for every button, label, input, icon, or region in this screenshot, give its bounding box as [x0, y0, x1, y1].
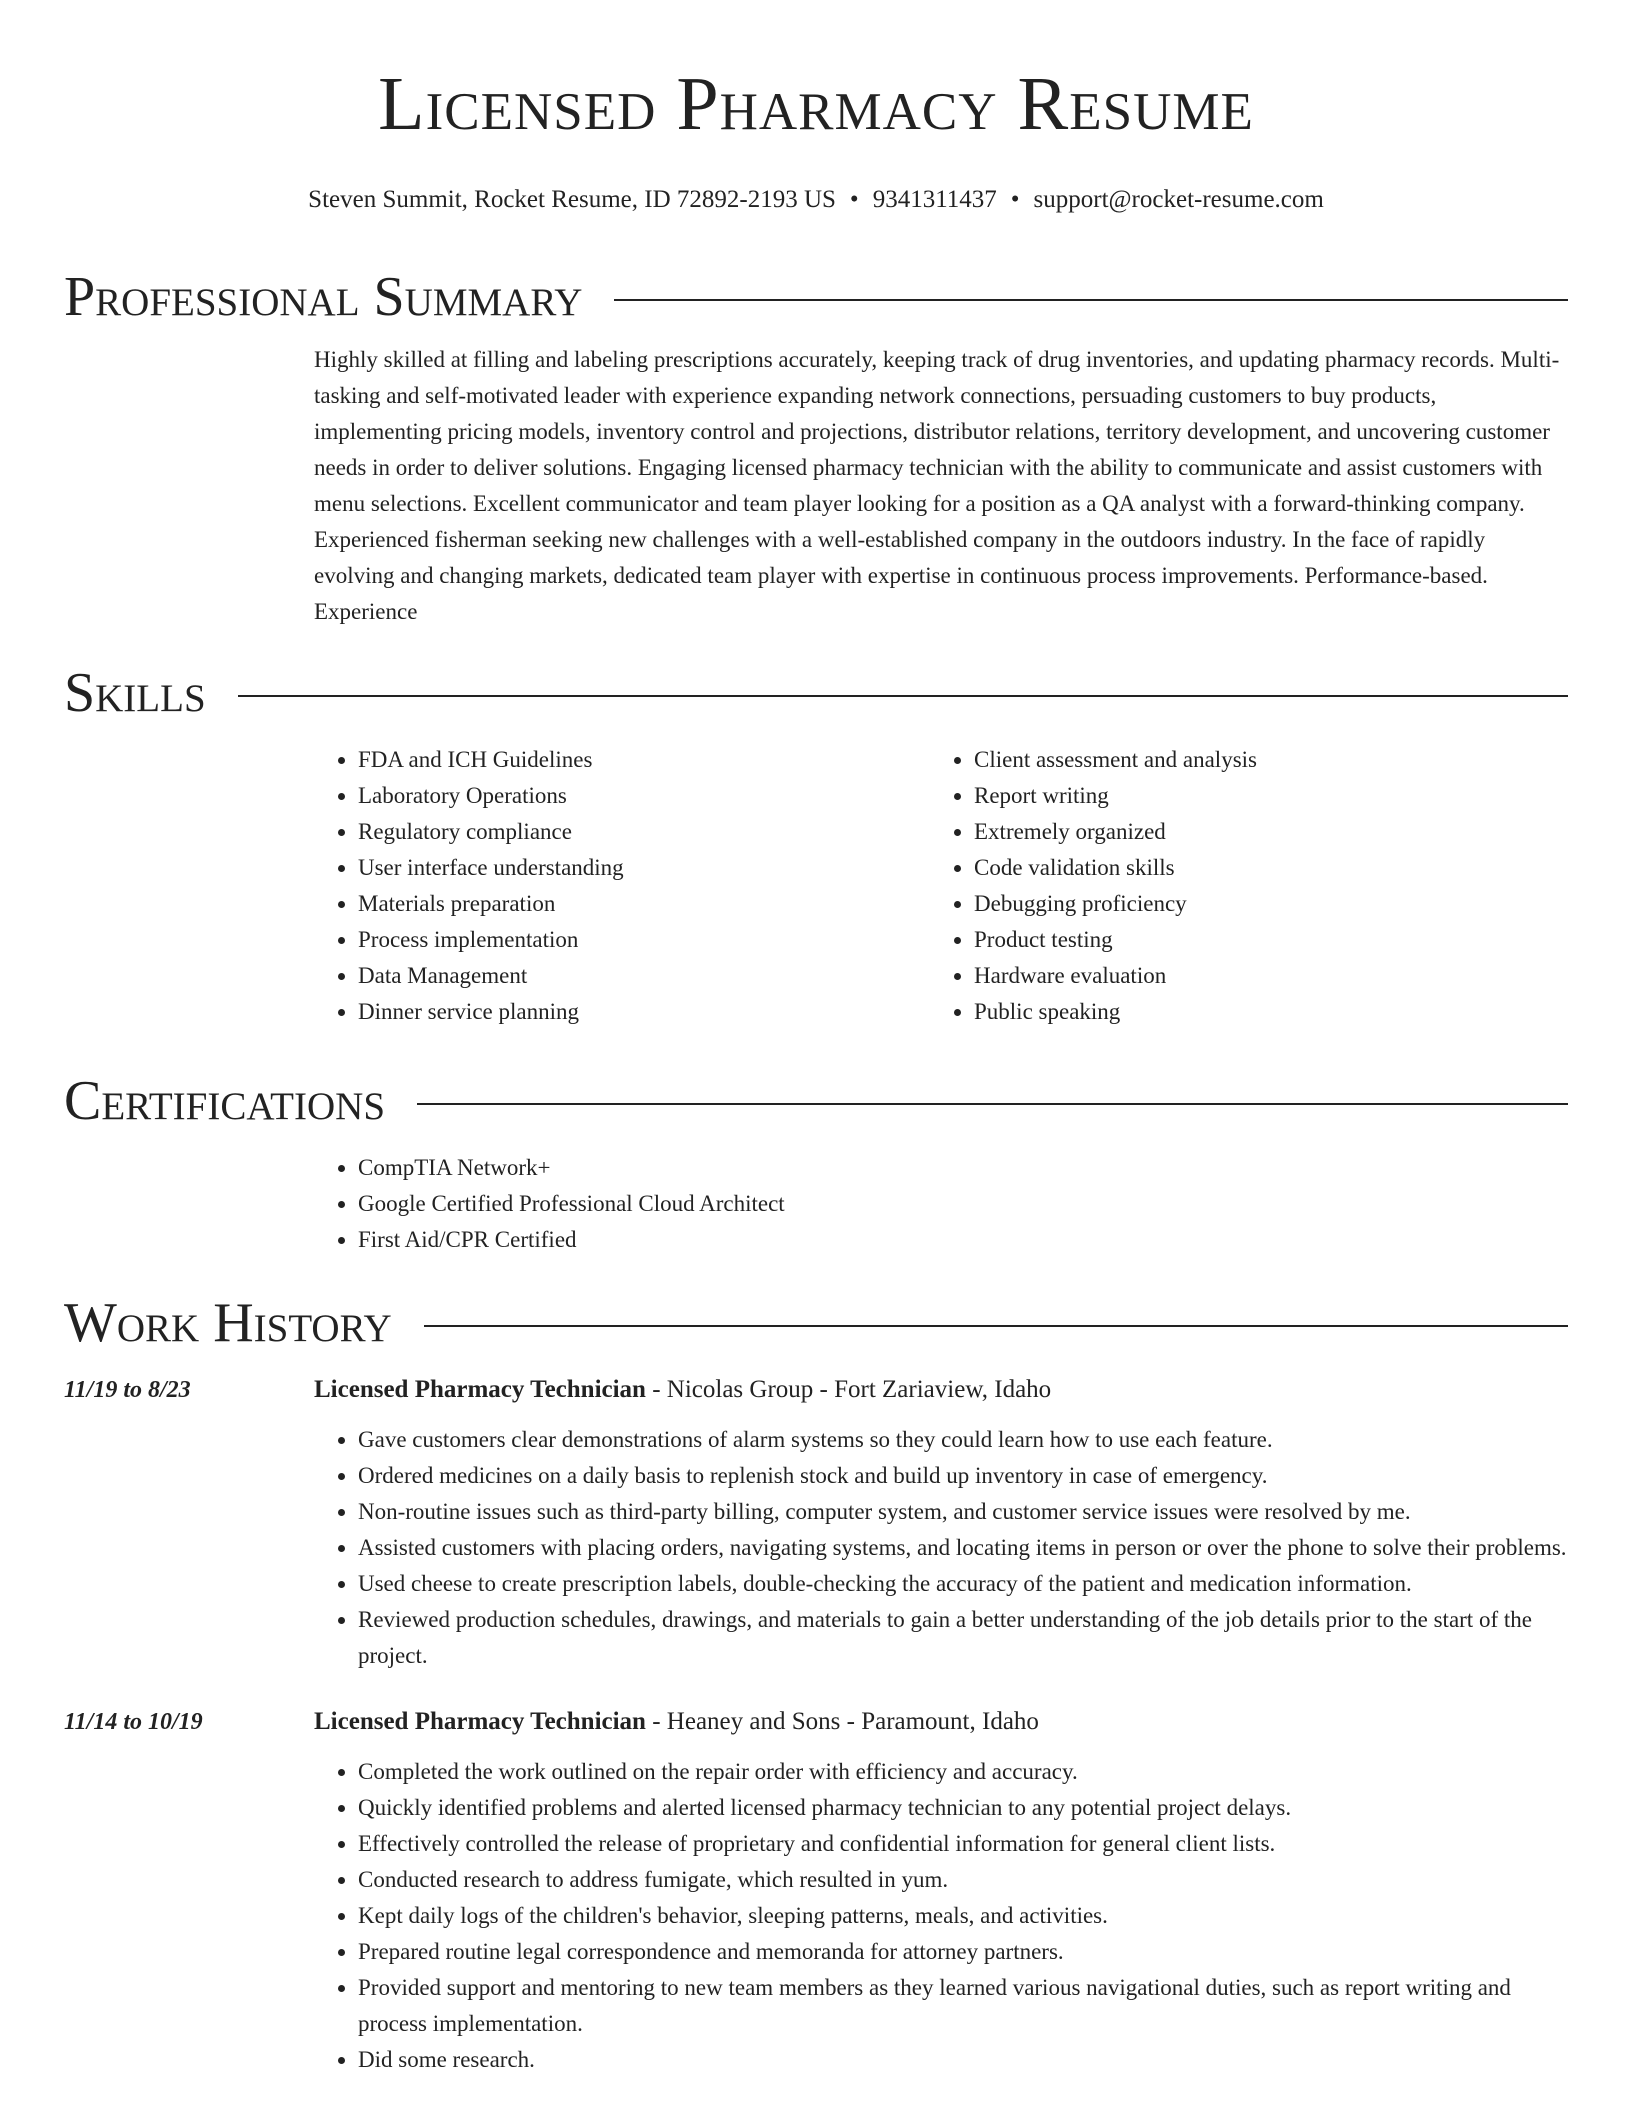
section-title-work-history: Work History [64, 1292, 392, 1354]
section-header [64, 1068, 1568, 1134]
contact-separator: • [1010, 186, 1020, 213]
job-employer: - Heaney and Sons - Paramount, Idaho [645, 1708, 1039, 1735]
job-duty-item: • Non-routine issues such as third-party billing, computer system, and customer service issues were resolved by me. [358, 1494, 1568, 1530]
skill-item: • Process implementation [358, 922, 930, 958]
skill-item: • Public speaking [974, 994, 1546, 1030]
skill-item: • Hardware evaluation [974, 958, 1546, 994]
section-header [64, 1290, 1568, 1356]
job-employer: - Nicolas Group - Fort Zariaview, Idaho [645, 1376, 1052, 1403]
skill-item: • Laboratory Operations [358, 778, 930, 814]
work-history-section [64, 1290, 1568, 2078]
skills-column-right [930, 742, 1546, 1030]
resume-title: Licensed Pharmacy Resume [378, 62, 1254, 146]
skills-section [64, 660, 1568, 1030]
contact-separator: • [849, 186, 859, 213]
section-header [64, 660, 1568, 726]
certifications-content [314, 1150, 1568, 1258]
summary-content [314, 342, 1568, 630]
summary-text: Highly skilled at filling and labeling prescriptions accurately, keeping track of drug inventories, and updating pharmacy records. Multi-tasking and self-motivated leader with experience expanding network connections, persuading customers to buy products, implementing pricing models, inventory control and projections, distributor relations, territory development, and uncovering customer needs in order to deliver solutions. Engaging licensed pharmacy technician with the ability to communicate and assist customers with menu selections. Excellent communicator and team player looking for a position as a QA analyst with a forward-thinking company. Experienced fisherman seeking new challenges with a well-established company in the outdoors industry. In the face of rapidly evolving and changing markets, dedicated team player with expertise in continuous process improvements. Performance-based. Experience [314, 347, 1560, 624]
section-divider [417, 1103, 1568, 1105]
skills-column-left [314, 742, 930, 1030]
job-duty-item: • Assisted customers with placing orders, navigating systems, and locating items in person or over the phone to solve their problems. [358, 1530, 1568, 1566]
skills-list-left [314, 742, 930, 1030]
section-title-skills: Skills [64, 662, 206, 724]
skill-item: • Extremely organized [974, 814, 1546, 850]
contact-address: Steven Summit, Rocket Resume, ID 72892-2193 US [308, 186, 836, 213]
certification-item: • Google Certified Professional Cloud Architect [358, 1186, 1568, 1222]
skill-item: • Dinner service planning [358, 994, 930, 1030]
skill-item: • Report writing [974, 778, 1546, 814]
skill-item: • Materials preparation [358, 886, 930, 922]
skill-item: • Data Management [358, 958, 930, 994]
skill-item: • User interface understanding [358, 850, 930, 886]
certification-item: • CompTIA Network+ [358, 1150, 1568, 1186]
certification-item: • First Aid/CPR Certified [358, 1222, 1568, 1258]
section-divider [238, 695, 1568, 697]
skill-item: • Code validation skills [974, 850, 1546, 886]
job-heading [314, 1704, 1568, 1740]
professional-summary-section [64, 264, 1568, 630]
skill-item: • Regulatory compliance [358, 814, 930, 850]
section-divider [614, 299, 1568, 301]
contact-email: support@rocket-resume.com [1033, 186, 1324, 213]
contact-line [64, 184, 1568, 216]
job-duty-item: • Provided support and mentoring to new team members as they learned various navigational duties, such as report writing and process implementation. [358, 1970, 1568, 2042]
skills-list-right [930, 742, 1546, 1030]
job-dates: 11/19 to 8/23 [64, 1377, 191, 1403]
section-header [64, 264, 1568, 330]
skill-item: • Client assessment and analysis [974, 742, 1546, 778]
job-duties-list [314, 1422, 1568, 1674]
job-body [314, 1372, 1568, 1674]
skill-item: • Debugging proficiency [974, 886, 1546, 922]
job-duty-item: • Completed the work outlined on the repair order with efficiency and accuracy. [358, 1754, 1568, 1790]
skill-item: • Product testing [974, 922, 1546, 958]
section-title-certifications: Certifications [64, 1070, 386, 1132]
job-title: Licensed Pharmacy Technician [314, 1708, 646, 1735]
job-entry [64, 1704, 1568, 2078]
job-duty-item: • Kept daily logs of the children's behavior, sleeping patterns, meals, and activities. [358, 1898, 1568, 1934]
contact-phone: 9341311437 [872, 186, 997, 213]
section-divider [424, 1325, 1568, 1327]
job-duty-item: • Ordered medicines on a daily basis to replenish stock and build up inventory in case of emergency. [358, 1458, 1568, 1494]
job-dates: 11/14 to 10/19 [64, 1709, 203, 1735]
job-duty-item: • Quickly identified problems and alerted licensed pharmacy technician to any potential project delays. [358, 1790, 1568, 1826]
job-entry [64, 1372, 1568, 1674]
certifications-list [314, 1150, 1568, 1258]
job-title: Licensed Pharmacy Technician [314, 1376, 646, 1403]
job-duty-item: • Did some research. [358, 2042, 1568, 2078]
job-duty-item: • Conducted research to address fumigate, which resulted in yum. [358, 1862, 1568, 1898]
job-duty-item: • Gave customers clear demonstrations of alarm systems so they could learn how to use each feature. [358, 1422, 1568, 1458]
job-duty-item: • Used cheese to create prescription labels, double-checking the accuracy of the patient and medication information. [358, 1566, 1568, 1602]
section-title-professional-summary: Professional Summary [64, 266, 583, 328]
job-duties-list [314, 1754, 1568, 2078]
certifications-section [64, 1068, 1568, 1258]
job-duty-item: • Effectively controlled the release of proprietary and confidential information for general client lists. [358, 1826, 1568, 1862]
job-body [314, 1704, 1568, 2078]
job-duty-item: • Reviewed production schedules, drawings, and materials to gain a better understanding of the job details prior to the start of the project. [358, 1602, 1568, 1674]
job-duty-item: • Prepared routine legal correspondence and memoranda for attorney partners. [358, 1934, 1568, 1970]
skills-grid [314, 742, 1568, 1030]
skill-item: • FDA and ICH Guidelines [358, 742, 930, 778]
job-heading [314, 1372, 1568, 1408]
